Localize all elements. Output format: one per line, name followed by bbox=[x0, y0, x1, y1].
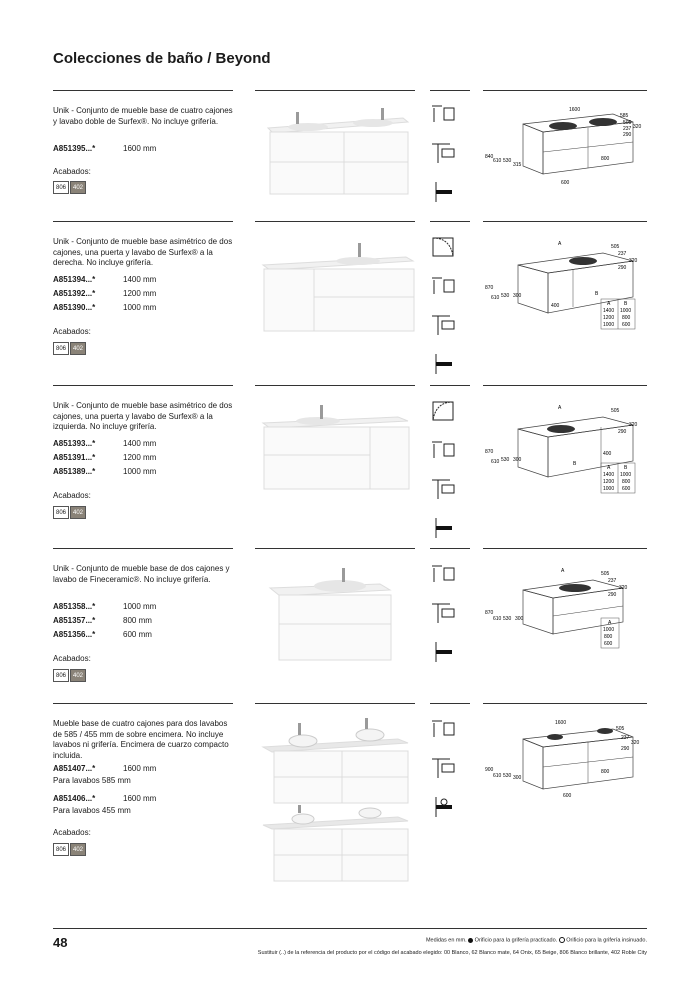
table-cell: 1000 bbox=[620, 308, 632, 314]
basin-icon bbox=[430, 640, 458, 664]
drawer-icon bbox=[430, 756, 458, 780]
product-size: 1000 mm bbox=[123, 467, 157, 476]
finish-swatches bbox=[53, 342, 86, 355]
product-size: 1000 mm bbox=[123, 303, 157, 312]
technical-drawing bbox=[483, 399, 647, 499]
product-size: 800 mm bbox=[123, 616, 152, 625]
swatch-white: 806 bbox=[53, 843, 69, 856]
dim-d1: 237 bbox=[621, 735, 630, 741]
product-code: A851393...* bbox=[53, 439, 96, 448]
table-cell: 1200 bbox=[603, 479, 615, 485]
basin-icon bbox=[430, 795, 458, 819]
finishes-label: Acabados: bbox=[53, 828, 91, 837]
dim-w2: 600 bbox=[561, 180, 570, 186]
table-cell: 1400 bbox=[603, 472, 615, 478]
wall-mount-icon bbox=[430, 562, 458, 586]
technical-drawing bbox=[483, 104, 647, 194]
table-header-a: A bbox=[608, 620, 612, 626]
product-description: Unik - Conjunto de mueble base de cuatro cajones y lavabo doble de Surfex®. No incluye grifería. bbox=[53, 106, 233, 126]
dim-h1: 870 bbox=[485, 449, 494, 455]
finishes-label: Acabados: bbox=[53, 327, 91, 336]
legend-practiced: Orificio para la grifería practicado. bbox=[474, 937, 558, 944]
product-code: A851356...* bbox=[53, 630, 96, 639]
finish-swatches bbox=[53, 506, 86, 519]
spec-icons bbox=[430, 562, 462, 679]
product-code: A851391...* bbox=[53, 453, 96, 462]
dim-h4: 315 bbox=[513, 162, 522, 168]
finish-swatches bbox=[53, 669, 86, 682]
dim-width: 1600 bbox=[569, 107, 581, 113]
product-description: Unik - Conjunto de mueble base asimétrico de dos cajones, una puerta y lavabo de Surfex® a la izquierda. No incluye grifería. bbox=[53, 401, 233, 431]
table-cell: 1000 bbox=[620, 472, 632, 478]
swatch-oak: 402 bbox=[70, 843, 86, 856]
table-header-b: B bbox=[624, 465, 628, 471]
product-photo-lower bbox=[258, 805, 418, 885]
table-cell: 800 bbox=[622, 315, 631, 321]
dim-w1: 400 bbox=[603, 451, 612, 457]
dim-width: 1600 bbox=[555, 720, 567, 726]
dim-d3: 320 bbox=[633, 124, 642, 130]
drawer-icon bbox=[430, 141, 458, 165]
dim-d2: 290 bbox=[608, 592, 617, 598]
wall-mount-icon bbox=[430, 438, 458, 462]
dim-h2: 610 bbox=[493, 616, 502, 622]
dim-h2: 610 bbox=[491, 459, 500, 465]
dimension-table bbox=[601, 618, 619, 648]
product-size: 1600 mm bbox=[123, 764, 157, 773]
dim-w2: 600 bbox=[563, 793, 572, 799]
product-description: Mueble base de cuatro cajones para dos lavabos de 585 / 455 mm de sobre encimera. No incluye lavabos ni grifería. Encimera de cuarzo compacto incluida. bbox=[53, 719, 229, 760]
door-open-icon bbox=[430, 235, 458, 259]
table-header-b: B bbox=[624, 301, 628, 307]
product-code: A851394...* bbox=[53, 275, 96, 284]
dim-h1: 840 bbox=[485, 154, 494, 160]
swatch-oak: 402 bbox=[70, 669, 86, 682]
swatch-white: 806 bbox=[53, 181, 69, 194]
technical-drawing bbox=[483, 235, 647, 335]
product-code: A851406...* bbox=[53, 794, 96, 803]
legend-insinuated: Orificio para la grifería insinuado. bbox=[566, 937, 647, 944]
dim-d1: 237 bbox=[608, 578, 617, 584]
drawer-icon bbox=[430, 477, 458, 501]
wall-mount-icon bbox=[430, 102, 458, 126]
product-photo bbox=[258, 237, 418, 337]
legend-units: Medidas en mm. bbox=[425, 937, 467, 944]
product-codes bbox=[53, 600, 156, 642]
dim-d2: 290 bbox=[618, 265, 627, 271]
product-photo bbox=[258, 100, 418, 200]
page-number: 48 bbox=[53, 935, 68, 950]
dim-d1: 320 bbox=[629, 422, 638, 428]
drawer-icon bbox=[430, 313, 458, 337]
product-photo-upper bbox=[258, 717, 418, 807]
swatch-oak: 402 bbox=[70, 506, 86, 519]
product-codes bbox=[53, 142, 156, 156]
swatch-oak: 402 bbox=[70, 342, 86, 355]
dim-h4: 300 bbox=[513, 457, 522, 463]
wall-mount-icon bbox=[430, 274, 458, 298]
dim-h1: 870 bbox=[485, 610, 494, 616]
product-code: A851392...* bbox=[53, 289, 96, 298]
product-code: A851407...* bbox=[53, 764, 96, 773]
dimension-table bbox=[601, 463, 635, 493]
dim-depth: 505 bbox=[616, 726, 625, 732]
dim-d3: 320 bbox=[631, 740, 640, 746]
dim-h3: 530 bbox=[503, 616, 512, 622]
product-size: 600 mm bbox=[123, 630, 152, 639]
product-size: 1200 mm bbox=[123, 453, 157, 462]
table-cell: 1000 bbox=[603, 627, 615, 633]
code-row bbox=[53, 142, 156, 156]
finishes-label: Acabados: bbox=[53, 654, 91, 663]
finish-swatches bbox=[53, 843, 86, 856]
product-code: A851357...* bbox=[53, 616, 96, 625]
finish-swatches bbox=[53, 181, 86, 194]
table-header-a: A bbox=[607, 301, 611, 307]
page-title: Colecciones de baño / Beyond bbox=[53, 50, 271, 67]
table-cell: 600 bbox=[622, 322, 631, 328]
product-subnote: Para lavabos 585 mm bbox=[53, 776, 131, 785]
table-cell: 1000 bbox=[603, 322, 615, 328]
dim-h4: 300 bbox=[515, 616, 524, 622]
door-open-icon bbox=[430, 399, 458, 423]
dim-h3: 530 bbox=[501, 293, 510, 299]
dim-h4: 300 bbox=[513, 293, 522, 299]
filled-dot-icon bbox=[468, 938, 473, 943]
spec-icons bbox=[430, 717, 462, 834]
footer-divider bbox=[53, 928, 647, 929]
product-codes bbox=[53, 273, 156, 315]
dim-h3: 530 bbox=[503, 773, 512, 779]
dim-h1: 870 bbox=[485, 285, 494, 291]
dim-h2: 610 bbox=[493, 158, 502, 164]
dim-d2: 290 bbox=[623, 132, 632, 138]
basin-icon bbox=[430, 352, 458, 376]
dim-h1: 900 bbox=[485, 767, 494, 773]
dim-depth: 585 bbox=[620, 113, 629, 119]
spec-icons bbox=[430, 102, 462, 219]
product-size: 1600 mm bbox=[123, 794, 157, 803]
spec-icons bbox=[430, 399, 462, 555]
dim-d1: 237 bbox=[618, 251, 627, 257]
footer-legend bbox=[426, 937, 647, 943]
swatch-oak: 402 bbox=[70, 181, 86, 194]
basin-icon bbox=[430, 180, 458, 204]
product-size: 1200 mm bbox=[123, 289, 157, 298]
table-cell: 600 bbox=[622, 486, 631, 492]
drawer-icon bbox=[430, 601, 458, 625]
product-size: 1000 mm bbox=[123, 602, 157, 611]
product-code: A851395...* bbox=[53, 144, 96, 153]
dim-A: A bbox=[561, 568, 565, 574]
dim-d1: 237 bbox=[623, 126, 632, 132]
dim-w1: 400 bbox=[551, 303, 560, 309]
table-cell: 800 bbox=[622, 479, 631, 485]
dim-B: B bbox=[595, 291, 599, 297]
dimension-table bbox=[601, 299, 635, 329]
product-size: 1600 mm bbox=[123, 144, 157, 153]
dim-A: A bbox=[558, 241, 562, 247]
table-cell: 1000 bbox=[603, 486, 615, 492]
hollow-dot-icon bbox=[559, 937, 565, 943]
dim-depth: 505 bbox=[601, 571, 610, 577]
technical-drawing bbox=[483, 562, 647, 652]
footer-note: Sustituir (..) de la referencia del producto por el código del acabado elegido: 00 Blanco, 62 Blanco mate, 64 Onix, 65 Beige, 806 Blanco brillante, 402 Roble City bbox=[257, 950, 647, 956]
dim-d3: 320 bbox=[619, 585, 628, 591]
basin-icon bbox=[430, 516, 458, 540]
product-codes bbox=[53, 437, 156, 479]
dim-d3: 320 bbox=[629, 258, 638, 264]
table-cell: 600 bbox=[604, 641, 613, 647]
dim-B: B bbox=[573, 461, 577, 467]
dim-h2: 610 bbox=[493, 773, 502, 779]
wall-mount-icon bbox=[430, 717, 458, 741]
product-photo bbox=[265, 566, 415, 666]
finishes-label: Acabados: bbox=[53, 167, 91, 176]
dim-d2: 290 bbox=[618, 429, 627, 435]
swatch-white: 806 bbox=[53, 506, 69, 519]
finishes-label: Acabados: bbox=[53, 491, 91, 500]
product-subnote: Para lavabos 455 mm bbox=[53, 806, 131, 815]
dim-depth: 505 bbox=[611, 408, 620, 414]
table-header-a: A bbox=[607, 465, 611, 471]
dim-h2: 610 bbox=[491, 295, 500, 301]
technical-drawing bbox=[483, 717, 647, 807]
dim-depth: 505 bbox=[611, 244, 620, 250]
product-codes bbox=[53, 762, 156, 816]
table-cell: 800 bbox=[604, 634, 613, 640]
product-description: Unik - Conjunto de mueble base de dos cajones y lavabo de Fineceramic®. No incluye grifería. bbox=[53, 564, 230, 584]
product-size: 1400 mm bbox=[123, 275, 157, 284]
dim-A: A bbox=[558, 405, 562, 411]
product-code: A851358...* bbox=[53, 602, 96, 611]
product-photo bbox=[258, 401, 418, 501]
dim-h3: 530 bbox=[503, 158, 512, 164]
dim-h4: 300 bbox=[513, 775, 522, 781]
product-description: Unik - Conjunto de mueble base asimétrico de dos cajones, una puerta y lavabo de Surfex® a la derecha. No incluye grifería. bbox=[53, 237, 233, 267]
spec-icons bbox=[430, 235, 462, 391]
dim-w1: 800 bbox=[601, 156, 610, 162]
product-code: A851389...* bbox=[53, 467, 96, 476]
table-cell: 1200 bbox=[603, 315, 615, 321]
dim-top: 505 bbox=[623, 120, 632, 126]
product-code: A851390...* bbox=[53, 303, 96, 312]
dim-d2: 290 bbox=[621, 746, 630, 752]
swatch-white: 806 bbox=[53, 669, 69, 682]
swatch-white: 806 bbox=[53, 342, 69, 355]
table-cell: 1400 bbox=[603, 308, 615, 314]
dim-h3: 530 bbox=[501, 457, 510, 463]
product-size: 1400 mm bbox=[123, 439, 157, 448]
dim-w1: 800 bbox=[601, 769, 610, 775]
